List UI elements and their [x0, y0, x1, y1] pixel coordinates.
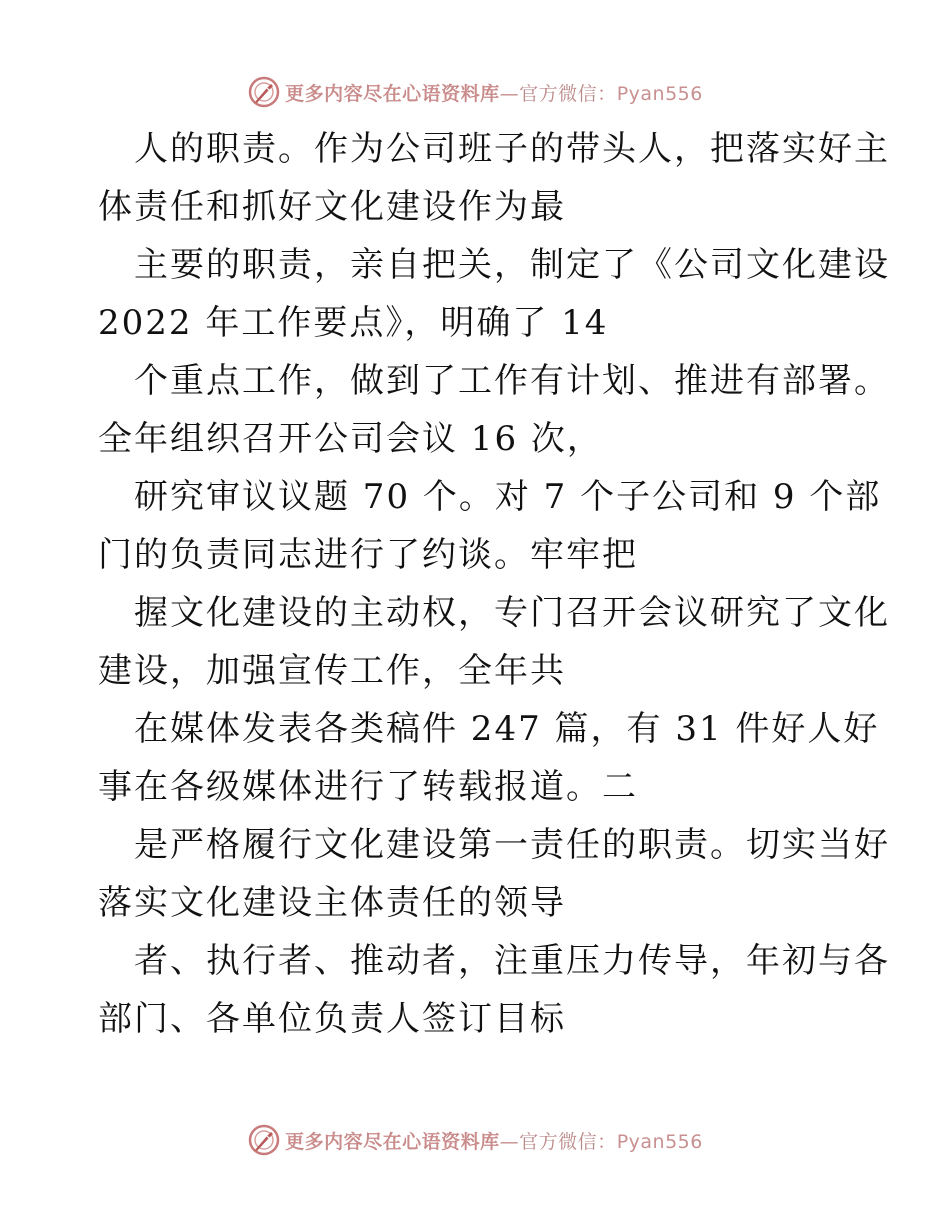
paragraph-line: 在媒体发表各类稿件 247 篇，有 31 件好人好 [134, 709, 880, 749]
watermark-site: 更多内容尽在心语资料库 [285, 82, 500, 105]
paragraph-line: 建设，加强宣传工作，全年共 [98, 651, 566, 691]
paragraph-line: 事在各级媒体进行了转载报道。二 [98, 767, 638, 807]
paragraph-line: 者、执行者、推动者，注重压力传导，年初与各 [134, 941, 890, 981]
watermark-text [285, 79, 703, 106]
paragraph-line: 是严格履行文化建设第一责任的职责。切实当好 [134, 825, 890, 865]
pen-logo-icon [247, 1123, 281, 1157]
header-watermark [0, 72, 950, 112]
paragraph-line: 个重点工作，做到了工作有计划、推进有部署。 [134, 361, 890, 401]
watermark-text [285, 1127, 703, 1154]
paragraph-line: 落实文化建设主体责任的领导 [98, 883, 566, 923]
watermark-handle: Pyan556 [616, 82, 703, 105]
paragraph-line: 主要的职责，亲自把关，制定了《公司文化建设 [134, 245, 890, 285]
watermark-wechat-label: 官方微信： [519, 82, 617, 105]
watermark-wechat-label: 官方微信： [519, 1130, 617, 1153]
paragraph-line: 研究审议议题 70 个。对 7 个子公司和 9 个部 [134, 477, 882, 517]
paragraph-line: 握文化建设的主动权，专门召开会议研究了文化 [134, 593, 890, 633]
watermark-handle: Pyan556 [616, 1130, 703, 1153]
watermark-dash: — [499, 1130, 520, 1153]
paragraph-line: 2022 年工作要点》，明确了 14 [98, 303, 609, 343]
paragraph-line: 人的职责。作为公司班子的带头人，把落实好主 [134, 129, 890, 169]
pen-logo-icon [247, 75, 281, 109]
paragraph-line: 全年组织召开公司会议 16 次， [98, 419, 603, 459]
paragraph-line: 门的负责同志进行了约谈。牢牢把 [98, 535, 638, 575]
paragraph-line: 部门、各单位负责人签订目标 [98, 999, 566, 1039]
watermark-dash: — [499, 82, 520, 105]
paragraph-line: 体责任和抓好文化建设作为最 [98, 187, 566, 227]
watermark-site: 更多内容尽在心语资料库 [285, 1130, 500, 1153]
footer-watermark [0, 1120, 950, 1160]
document-body [98, 120, 890, 1048]
